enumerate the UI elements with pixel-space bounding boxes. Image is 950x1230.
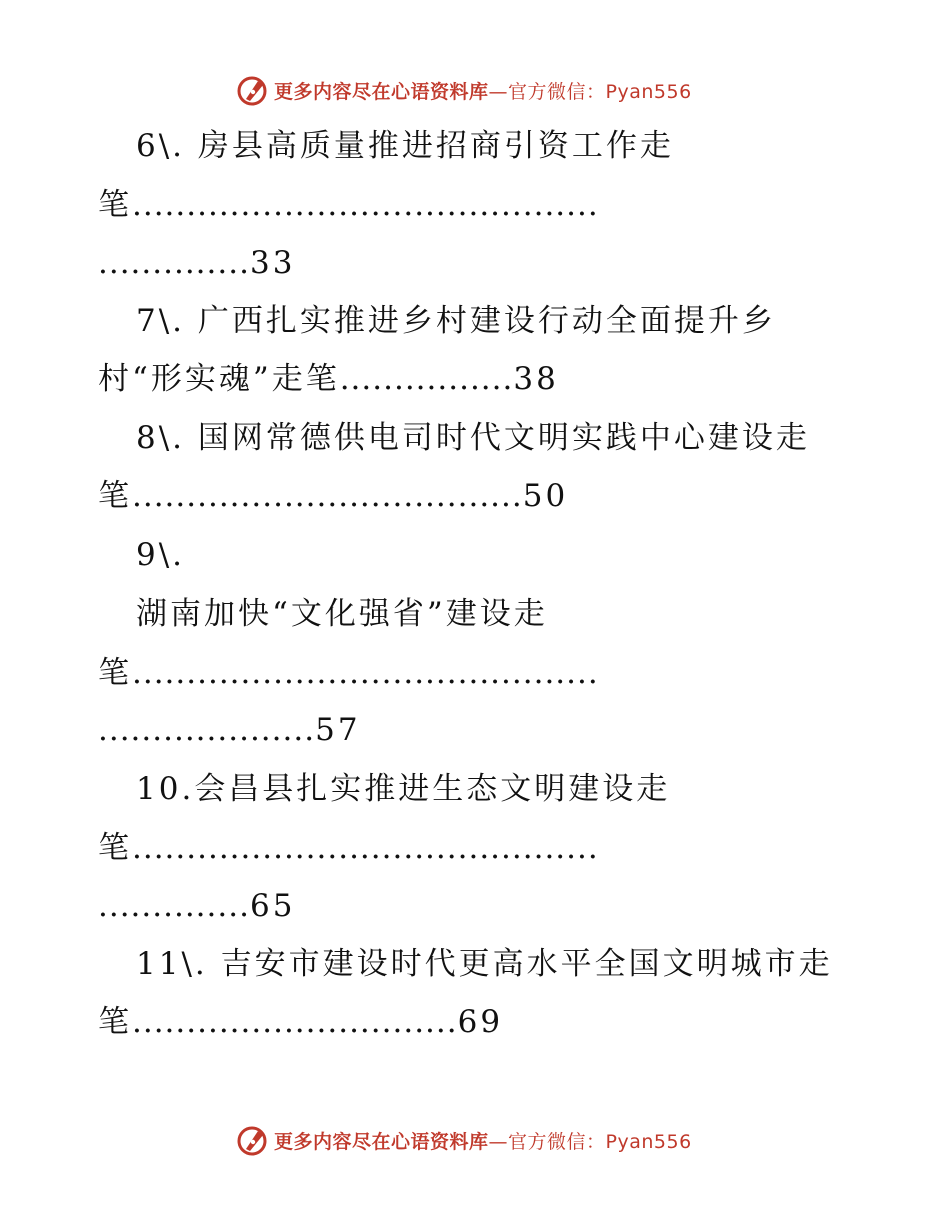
page-number: 50: [522, 478, 569, 514]
watermark-banner-bottom: [236, 1120, 692, 1160]
toc-entry-page-line: ..............65: [98, 888, 296, 924]
page-number: 65: [249, 888, 296, 924]
page-number: 69: [457, 1004, 504, 1040]
toc-entry-page-line: ..............33: [98, 245, 296, 281]
page-number: 38: [513, 361, 559, 397]
toc-entry-number[interactable]: 9\.: [136, 537, 186, 573]
toc-entry-title[interactable]: 6\. 房县高质量推进招商引资工作走: [136, 128, 674, 164]
toc-entry-title[interactable]: 8\. 国网常德供电司时代文明实践中心建设走: [136, 420, 810, 456]
toc-entry-continuation: 笔...........................................: [98, 655, 599, 691]
toc-entry-title[interactable]: 10.会昌县扎实推进生态文明建设走: [136, 771, 671, 807]
toc-entry-page-line: ....................57: [98, 712, 361, 748]
toc-entry-continuation: 笔...........................................: [98, 187, 599, 223]
watermark-text: 更多内容尽在心语资料库—官方微信：Pyan556: [274, 80, 692, 103]
page-number: 57: [315, 712, 361, 748]
toc-entry-continuation: 村“形实魂”走笔................38: [98, 361, 559, 397]
toc-entry-continuation: 笔...........................................: [98, 830, 599, 866]
toc-entry-title[interactable]: 11\. 吉安市建设时代更高水平全国文明城市走: [136, 946, 833, 982]
toc-entry-continuation: 笔....................................50: [98, 478, 569, 514]
toc-entry-title[interactable]: 湖南加快“文化强省”建设走: [136, 596, 548, 632]
toc-entry-continuation: 笔..............................69: [98, 1004, 504, 1040]
watermark-text: 更多内容尽在心语资料库—官方微信：Pyan556: [274, 1130, 692, 1153]
toc-entry-title[interactable]: 7\. 广西扎实推进乡村建设行动全面提升乡: [136, 303, 776, 339]
pen-nib-seal-icon: [236, 73, 270, 107]
watermark-banner-top: [236, 70, 692, 110]
page-number: 33: [249, 245, 296, 281]
pen-nib-seal-icon: [236, 1123, 270, 1157]
